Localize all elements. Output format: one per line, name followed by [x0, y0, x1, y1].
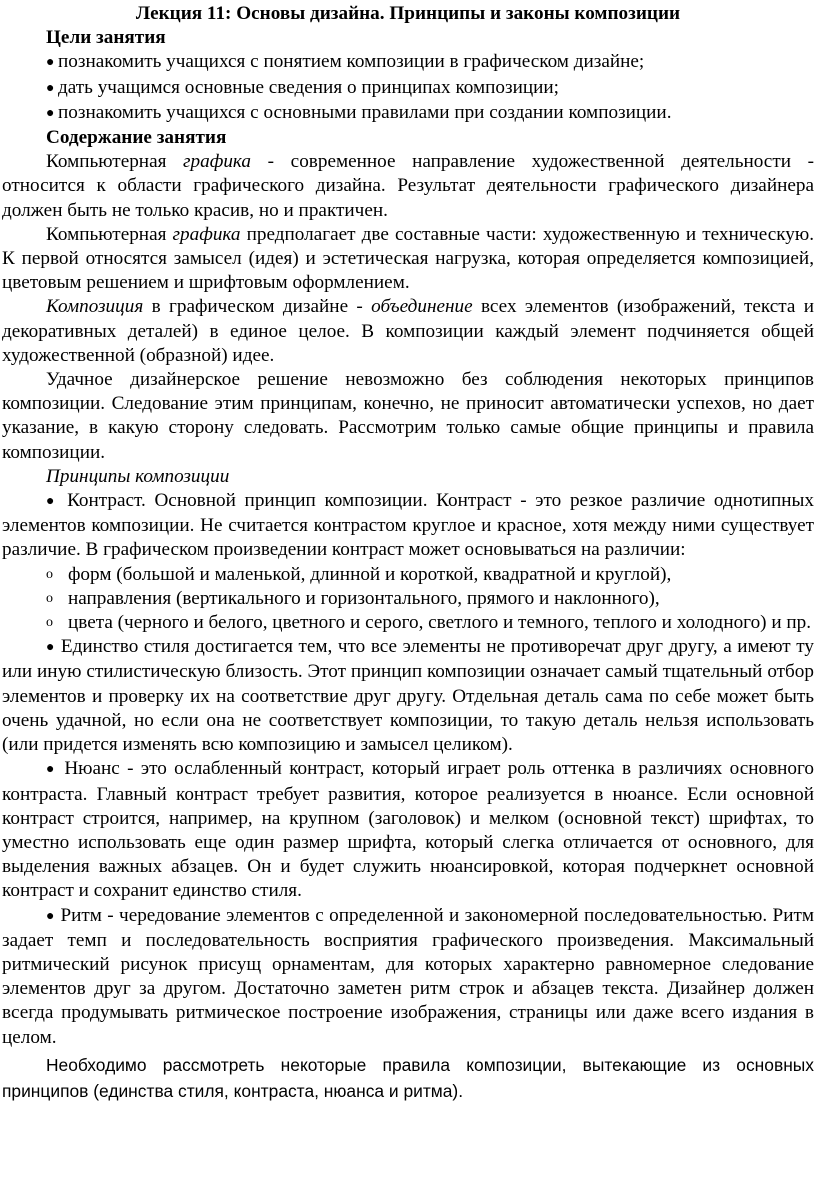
- emphasis: объединение: [371, 296, 473, 318]
- circle-bullet-icon: o: [46, 615, 53, 631]
- principle-contrast: [2, 489, 814, 563]
- bullet-icon: ●: [46, 55, 55, 71]
- goal-text: познакомить учащихся с основными правилами при создании композиции.: [58, 101, 672, 123]
- goals-heading: Цели занятия: [46, 27, 166, 49]
- bullet-icon: ●: [46, 80, 55, 96]
- closing-paragraph: Необходимо рассмотреть некоторые правила композиции, вытекающие из основных принципов (единства стиля, контраста, нюанса и ритма).: [2, 1054, 814, 1101]
- paragraph-composition-definition: [2, 295, 814, 368]
- circle-bullet-icon: o: [46, 590, 53, 606]
- bullet-icon: ●: [46, 908, 56, 924]
- goal-item: [2, 101, 814, 126]
- emphasis: Композиция: [46, 296, 144, 318]
- bullet-icon: ●: [46, 640, 56, 656]
- principle-text: Ритм - чередование элементов с определенной и закономерной последовательностью. Ритм задает темп и последовательность восприятия графического произведения. Максимальный ритмический рисунок присущ орнаментам, для которых характерно равномерное следование элементов друг за другом. Достаточно заметен ритм строк и абзацев текста. Дизайнер должен всегда продумывать ритмическое построение изображения, страницы или даже всего издания в целом.: [2, 904, 815, 1048]
- goal-item: [2, 76, 814, 101]
- contrast-item-text: направления (вертикального и горизонтального, прямого и наклонного),: [68, 587, 660, 609]
- text-run: в графическом дизайне -: [143, 296, 372, 318]
- principle-text: Единство стиля достигается тем, что все элементы не противоречат друг другу, а имеют ту или иную стилистическую близость. Этот принцип композиции означает самый тщательный отбор элементов и проверку их на соответствие друг другу. Отдельная деталь сама по себе может быть очень удачной, но если она не соответствует композиции, то такую деталь нельзя использовать (или придется изменять всю композицию и замысел целиком).: [2, 636, 814, 756]
- text-run: Компьютерная: [46, 223, 173, 245]
- principle-nuance: [2, 757, 814, 903]
- contrast-item-text: форм (большой и маленькой, длинной и короткой, квадратной и круглой),: [68, 563, 672, 585]
- page-title: Лекция 11: Основы дизайна. Принципы и законы композиции: [135, 3, 681, 24]
- text-run: - современное направление художественной деятельности - относится к области графического дизайна. Результат деятельности графического дизайнера должен быть не только красив, но и практичен.: [2, 151, 814, 221]
- principles-heading: Принципы композиции: [46, 465, 230, 487]
- bullet-icon: ●: [46, 762, 57, 778]
- contrast-item: [2, 587, 814, 611]
- contrast-item: [2, 611, 814, 635]
- principle-unity: [2, 635, 814, 757]
- goal-text: дать учащимся основные сведения о принципах композиции;: [58, 76, 560, 98]
- goal-text: познакомить учащихся с понятием композиции в графическом дизайне;: [58, 51, 645, 73]
- bullet-icon: ●: [46, 105, 55, 121]
- principle-rhythm: [2, 904, 814, 1050]
- text-run: Компьютерная: [46, 151, 184, 173]
- text-run: всех элементов (изображений, текста и декоративных деталей) в единое целое. В композиции каждый элемент подчиняется общей художественной (образной) идее.: [2, 296, 814, 366]
- paragraph-principles-intro: Удачное дизайнерское решение невозможно без соблюдения некоторых принципов композиции. Следование этим принципам, конечно, не приносит автоматически успехов, но дает указание, в какую сторону следовать. Рассмотрим только самые общие принципы и правила композиции.: [2, 369, 814, 463]
- contrast-item-text: цвета (черного и белого, цветного и серого, светлого и темного, теплого и холодного) и пр.: [68, 612, 812, 634]
- circle-bullet-icon: o: [46, 566, 53, 582]
- content-heading: Содержание занятия: [46, 127, 227, 149]
- emphasis: графика: [183, 151, 252, 173]
- text-run: предполагает две составные части: художественную и техническую. К первой относятся замысел (идея) и эстетическая нагрузка, которая определяется композицией, цветовым решением и шрифтовым оформлением.: [2, 223, 814, 294]
- bullet-icon: ●: [46, 494, 59, 510]
- principle-text: Контраст. Основной принцип композиции. Контраст - это резкое различие однотипных элементов композиции. Не считается контрастом круглое и красное, хотя между ними существует различие. В графическом произведении контраст может основываться на различии:: [2, 490, 815, 561]
- principle-text: Нюанс - это ослабленный контраст, который играет роль оттенка в различиях основного контраста. Главный контраст требует развития, которое реализуется в нюансе. Если основной контраст строится, например, на крупном (заголовок) и мелком (основной текст) шрифтах, то уместно использовать еще один размер шрифта, который слегка отличается от основного, для выделения важных абзацев. Он и будет служить нюансировкой, которая подчеркнет основной контраст и сохранит единство стиля.: [2, 758, 814, 902]
- goal-item: [2, 50, 814, 75]
- paragraph-graphics-parts: [2, 223, 814, 296]
- emphasis: графика: [172, 223, 241, 245]
- contrast-item: [2, 563, 814, 587]
- paragraph-graphics-definition: [2, 150, 814, 223]
